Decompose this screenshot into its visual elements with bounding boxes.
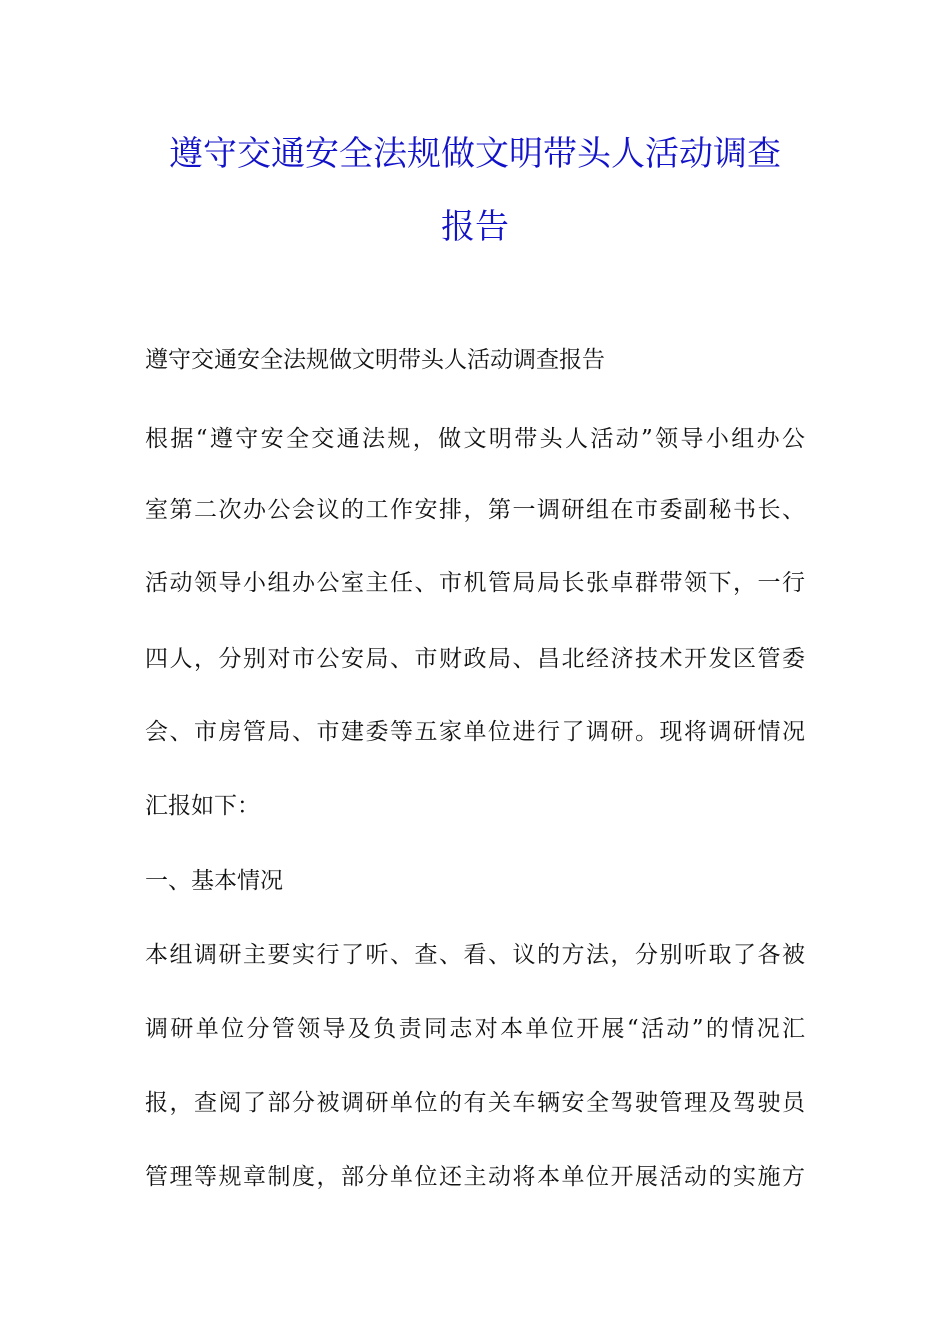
paragraph-line: 调研单位分管领导及负责同志对本单位开展“活动”的情况汇: [145, 1016, 805, 1042]
subtitle-line: 遵守交通安全法规做文明带头人活动调查报告: [145, 347, 605, 373]
paragraph-line: 室第二次办公会议的工作安排，第一调研组在市委副秘书长、: [145, 497, 805, 523]
paragraph-line: 管理等规章制度，部分单位还主动将本单位开展活动的实施方: [145, 1164, 805, 1190]
paragraph-line: 报，查阅了部分被调研单位的有关车辆安全驾驶管理及驾驶员: [145, 1090, 805, 1116]
paragraph-line: 四人，分别对市公安局、市财政局、昌北经济技术开发区管委: [145, 646, 805, 672]
document-title-line-1: 遵守交通安全法规做文明带头人活动调查: [169, 134, 781, 174]
paragraph-line: 汇报如下：: [145, 793, 260, 819]
section-heading: 一、基本情况: [145, 868, 283, 894]
paragraph-line: 本组调研主要实行了听、查、看、议的方法，分别听取了各被: [145, 942, 805, 968]
paragraph-line: 活动领导小组办公室主任、市机管局局长张卓群带领下，一行: [145, 570, 805, 596]
paragraph-line: 根据“遵守安全交通法规，做文明带头人活动”领导小组办公: [145, 426, 805, 452]
paragraph-line: 会、市房管局、市建委等五家单位进行了调研。现将调研情况: [145, 719, 805, 745]
document-title-line-2: 报告: [441, 207, 509, 247]
